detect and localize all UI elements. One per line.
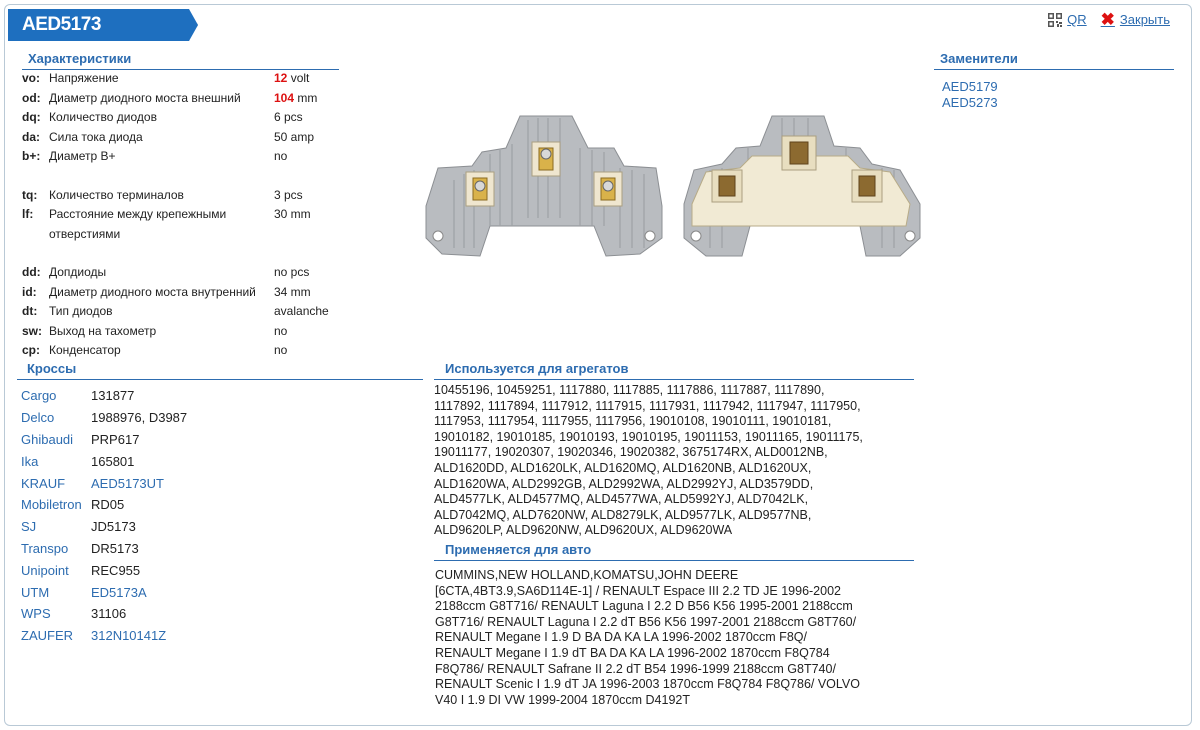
cross-code: JD5173 <box>91 519 136 535</box>
spec-row <box>22 186 329 206</box>
spec-value <box>274 69 329 89</box>
spec-key: da: <box>22 129 40 144</box>
diode-bridge-right-image <box>684 116 920 256</box>
spec-key: tq: <box>22 187 38 202</box>
spec-value: 34 mm <box>274 284 311 299</box>
spec-name: Конденсатор <box>49 343 121 357</box>
spec-name: Напряжение <box>49 71 119 85</box>
cross-brand-link[interactable]: Unipoint <box>21 562 69 578</box>
spec-row <box>22 147 329 167</box>
close-icon: ✖ <box>1100 9 1115 29</box>
spec-key: id: <box>22 284 37 299</box>
cross-code: REC955 <box>91 562 141 578</box>
car-line: V40 I 1.9 DI VW 1999-2004 1870ccm D4192T <box>435 692 691 707</box>
qr-code-icon <box>1048 13 1062 27</box>
spec-row <box>22 302 329 322</box>
cross-brand-link[interactable]: KRAUF <box>21 475 66 491</box>
spec-name: Диаметр B+ <box>49 149 116 163</box>
spec-row <box>22 108 329 128</box>
spec-row <box>22 263 329 283</box>
usage-heading-text: Используется для агрегатов <box>445 361 629 376</box>
cross-brand-link[interactable]: Ika <box>21 453 39 469</box>
spec-name: Тип диодов <box>49 304 113 318</box>
usage-line: ALD9620LP, ALD9620NW, ALD9620UX, ALD9620WA <box>434 523 733 538</box>
cars-heading-text: Применяется для авто <box>445 542 592 557</box>
spec-key: sw: <box>22 323 43 338</box>
spec-value: no <box>274 149 288 163</box>
car-line: 2188ccm G8T716/ RENAULT Laguna I 2.2 D B56 K56 1995-2001 2188ccm <box>435 599 853 614</box>
spec-number: 12 <box>274 71 288 85</box>
spec-name: Диаметр диодного моста внутренний <box>49 284 256 299</box>
product-photo <box>420 108 932 264</box>
spec-value: 3 pcs <box>274 187 303 202</box>
cross-code: PRP617 <box>91 431 140 447</box>
cross-code-link[interactable]: ED5173A <box>91 584 147 600</box>
replacements-list <box>942 79 998 111</box>
usage-line: 19010182, 19010185, 19010193, 19010195, 19011153, 19011165, 19011175, <box>434 429 863 444</box>
cross-row <box>21 516 187 538</box>
crosses-heading <box>17 361 423 380</box>
cross-brand-link[interactable]: Transpo <box>21 540 69 556</box>
cross-code: DR5173 <box>91 540 139 556</box>
car-line: F8Q786/ RENAULT Safrane II 2.2 dT B54 1996-1999 2188ccm G8T740/ <box>435 661 836 676</box>
cross-row <box>21 538 187 560</box>
spec-key: od: <box>22 90 41 105</box>
cross-brand-link[interactable]: Mobiletron <box>21 497 82 513</box>
spec-name: Допдиоды <box>49 265 107 279</box>
cross-row <box>21 385 187 407</box>
spec-key: cp: <box>22 343 40 357</box>
cross-code: 131877 <box>91 388 135 404</box>
cross-code: 1988976, D3987 <box>91 410 188 426</box>
diode-bridge-left-image <box>426 116 662 256</box>
usage-line: 10455196, 10459251, 1117880, 1117885, 1117886, 1117887, 1117890, <box>434 383 825 397</box>
spec-key: dt: <box>22 304 38 318</box>
cross-brand-link[interactable]: Delco <box>21 410 55 426</box>
cross-row <box>21 494 187 516</box>
spec-value: 30 mm <box>274 207 311 221</box>
cross-brand-link[interactable]: ZAUFER <box>21 628 73 644</box>
cross-row <box>21 603 187 625</box>
spec-name: Сила тока диода <box>49 129 143 144</box>
usage-heading <box>434 361 914 380</box>
replacements-heading <box>934 51 1174 70</box>
spec-value: avalanche <box>274 304 329 318</box>
qr-link[interactable] <box>1048 12 1087 27</box>
cross-row <box>21 625 187 647</box>
spec-value <box>274 89 329 109</box>
car-line: G8T716/ RENAULT Laguna I 2.2 dT B56 K56 1997-2001 2188ccm G8T760/ <box>435 614 857 629</box>
spec-value: no <box>274 323 288 338</box>
spec-unit: mm <box>297 90 318 105</box>
spec-key: b+: <box>22 149 41 163</box>
car-line: [6CTA,4BT3.9,SA6D114E-1] / RENAULT Espace III 2.2 TD JE 1996-2002 <box>435 583 841 598</box>
spec-name: Диаметр диодного моста внешний <box>49 90 241 105</box>
cross-brand-link[interactable]: SJ <box>21 519 37 535</box>
cross-row <box>21 559 187 581</box>
cross-brand-link[interactable]: UTM <box>21 584 50 600</box>
spec-row <box>22 322 329 342</box>
cross-row <box>21 450 187 472</box>
spec-row <box>22 89 329 109</box>
crosses-heading-text: Кроссы <box>27 361 77 376</box>
spec-number: 104 <box>274 90 295 105</box>
close-label: Закрыть <box>1119 12 1170 27</box>
replacement-link[interactable]: AED5179 <box>942 79 998 94</box>
spec-row <box>22 283 329 303</box>
spec-row <box>22 205 329 244</box>
spec-key: lf: <box>22 207 34 221</box>
spec-unit: volt <box>290 71 310 85</box>
cars-text <box>435 568 920 708</box>
qr-label: QR <box>1067 12 1087 27</box>
cross-brand-link[interactable]: Ghibaudi <box>21 431 74 447</box>
spec-name: Количество терминалов <box>49 187 184 202</box>
cars-heading <box>434 542 914 561</box>
spec-key: dd: <box>22 265 41 279</box>
spec-value: no <box>274 343 288 357</box>
usage-line: 1117892, 1117894, 1117912, 1117915, 1117931, 1117942, 1117947, 1117950, <box>434 398 861 413</box>
spec-name: Выход на тахометр <box>49 323 157 338</box>
spec-row <box>22 341 329 361</box>
usage-line: 19011177, 19020307, 19020346, 19020382, 3675174RX, ALD0012NB, <box>434 445 828 460</box>
car-line: RENAULT Megane I 1.9 dT BA DA KA LA 1996-2002 1870ccm F8Q784 <box>435 645 830 660</box>
part-number-title: AED5173 <box>22 14 101 35</box>
specs-table <box>22 69 329 361</box>
usage-line: ALD1620DD, ALD1620LK, ALD1620MQ, ALD1620NB, ALD1620UX, <box>434 460 812 475</box>
spec-value: 6 pcs <box>274 110 303 124</box>
spec-key: vo: <box>22 71 40 85</box>
close-link[interactable] <box>1100 9 1170 29</box>
cross-brand-link[interactable]: WPS <box>21 606 51 622</box>
cross-brand-link[interactable]: Cargo <box>21 388 57 404</box>
car-line: RENAULT Megane I 1.9 D BA DA KA LA 1996-2002 1870ccm F8Q/ <box>435 630 807 645</box>
spec-name: Количество диодов <box>49 110 157 124</box>
cross-code: RD05 <box>91 497 125 513</box>
spec-key: dq: <box>22 110 41 124</box>
cross-code-link[interactable]: 312N10141Z <box>91 628 167 644</box>
usage-line: ALD4577LK, ALD4577MQ, ALD4577WA, ALD5992YJ, ALD7042LK, <box>434 492 809 507</box>
usage-text <box>434 383 924 539</box>
spec-gap-row <box>22 244 329 263</box>
specs-heading <box>22 51 339 70</box>
specs-heading-text: Характеристики <box>28 51 132 66</box>
cross-code-link[interactable]: AED5173UT <box>91 475 164 491</box>
usage-line: 1117953, 1117954, 1117955, 1117956, 19010108, 19010111, 19010181, <box>434 414 832 429</box>
replacements-heading-text: Заменители <box>940 51 1018 66</box>
spec-name: Расстояние между крепежными отверстиями <box>49 207 227 241</box>
spec-row <box>22 128 329 148</box>
cross-code: 165801 <box>91 453 135 469</box>
spec-value: no pcs <box>274 265 310 279</box>
car-line: RENAULT Scenic I 1.9 dT JA 1996-2003 1870ccm F8Q784 F8Q786/ VOLVO <box>435 677 860 692</box>
replacement-link[interactable]: AED5273 <box>942 95 998 110</box>
spec-value: 50 amp <box>274 129 315 144</box>
usage-line: ALD1620WA, ALD2992GB, ALD2992WA, ALD2992YJ, ALD3579DD, <box>434 476 814 491</box>
spec-row <box>22 69 329 89</box>
cross-row <box>21 581 187 603</box>
cross-code: 31106 <box>91 606 127 622</box>
usage-line: ALD7042MQ, ALD7620NW, ALD8279LK, ALD9577LK, ALD9577NB, <box>434 507 812 522</box>
cross-row <box>21 407 187 429</box>
car-line: CUMMINS,NEW HOLLAND,KOMATSU,JOHN DEERE <box>435 568 739 582</box>
cross-row <box>21 472 187 494</box>
spec-gap-row <box>22 167 329 186</box>
crosses-list <box>21 385 187 647</box>
cross-row <box>21 429 187 451</box>
top-links <box>1048 9 1170 29</box>
